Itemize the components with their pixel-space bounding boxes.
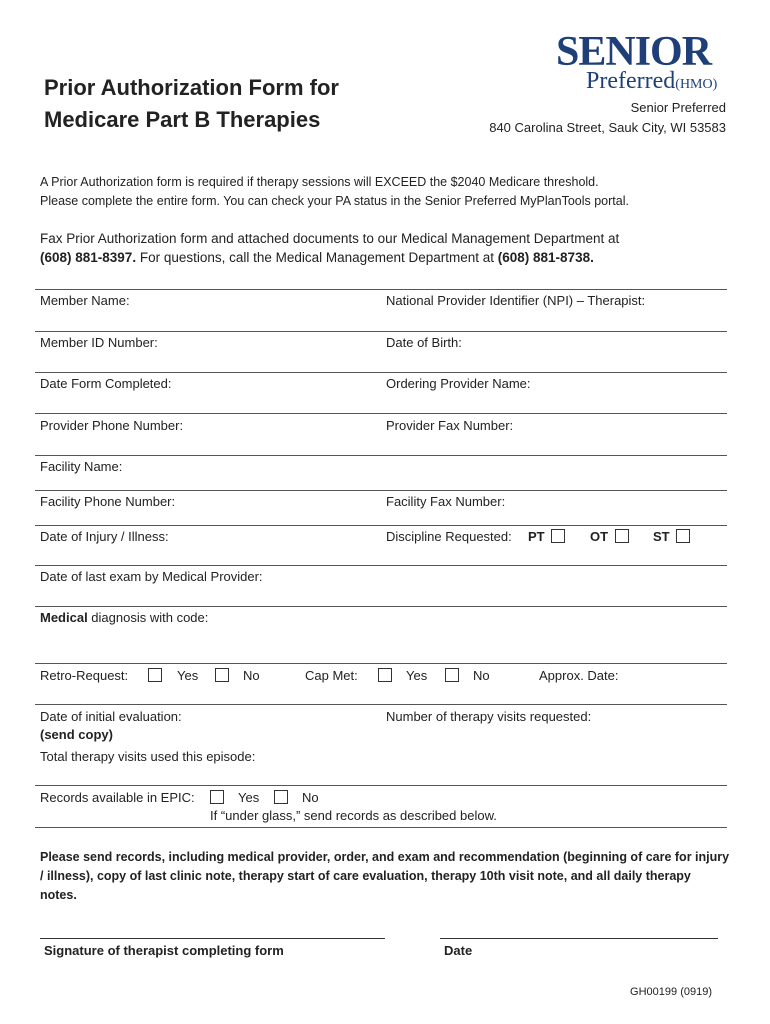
org-name: Senior Preferred [630, 100, 726, 115]
title-line-2: Medicare Part B Therapies [44, 107, 321, 132]
form-line [35, 331, 727, 332]
form-line [35, 663, 727, 664]
date-completed-field[interactable]: Date Form Completed: [40, 376, 172, 391]
date-injury-field[interactable]: Date of Injury / Illness: [40, 529, 169, 544]
under-glass-note: If “under glass,” send records as described below. [210, 808, 497, 823]
discipline-label: Discipline Requested: [386, 529, 512, 544]
org-address: 840 Carolina Street, Sauk City, WI 53583 [489, 120, 726, 135]
facility-fax-field[interactable]: Facility Fax Number: [386, 494, 506, 509]
fax-number: (608) 881-8397. [40, 250, 137, 265]
pt-label: PT [528, 529, 545, 544]
epic-yes-checkbox[interactable] [210, 790, 224, 805]
member-id-field[interactable]: Member ID Number: [40, 335, 158, 350]
provider-phone-field[interactable]: Provider Phone Number: [40, 418, 184, 433]
retro-request-label: Retro-Request: [40, 668, 129, 683]
cap-met-label: Cap Met: [305, 668, 358, 683]
form-code: GH00199 (0919) [630, 986, 712, 998]
pt-checkbox[interactable] [551, 529, 565, 544]
signature-label: Signature of therapist completing form [44, 943, 284, 958]
retro-yes-checkbox[interactable] [148, 668, 162, 683]
logo-preferred-text [586, 68, 717, 98]
form-line [35, 565, 727, 566]
cap-yes-label: Yes [406, 668, 428, 683]
cap-no-label: No [473, 668, 490, 683]
logo-preferred-word: Preferred [586, 68, 676, 94]
member-name-field[interactable]: Member Name: [40, 293, 130, 308]
intro-line-2: Please complete the entire form. You can check your PA status in the Senior Preferred MyPlanTools portal. [40, 194, 629, 208]
send-copy-note: (send copy) [40, 727, 113, 742]
fax-line-2 [40, 248, 619, 267]
form-line [35, 289, 727, 290]
intro-line-1: A Prior Authorization form is required if therapy sessions will EXCEED the $2040 Medicare threshold. [40, 175, 599, 189]
org-address-block [489, 98, 726, 138]
records-epic-label: Records available in EPIC: [40, 790, 195, 805]
diagnosis-rest: diagnosis with code: [87, 610, 209, 625]
epic-no-label: No [302, 790, 319, 805]
retro-no-checkbox[interactable] [215, 668, 229, 683]
st-checkbox[interactable] [676, 529, 690, 544]
logo-hmo: (HMO) [675, 77, 718, 92]
form-line [35, 785, 727, 786]
facility-phone-field[interactable]: Facility Phone Number: [40, 494, 176, 509]
send-records-instructions: Please send records, including medical provider, order, and exam and recommendation (beginning of care for injury / illness), copy of last clinic note, therapy start of care evaluation, therapy 10th visit note, and all daily therapy notes. [40, 850, 730, 902]
epic-yes-label: Yes [238, 790, 260, 805]
last-exam-field[interactable]: Date of last exam by Medical Provider: [40, 569, 263, 584]
fax-instructions [40, 229, 619, 267]
intro-text [40, 173, 629, 211]
date-label: Date [444, 943, 473, 958]
ot-checkbox[interactable] [615, 529, 629, 544]
logo-senior-text: SENIOR [556, 29, 712, 75]
facility-name-field[interactable]: Facility Name: [40, 459, 123, 474]
approx-date-field[interactable]: Approx. Date: [539, 668, 619, 683]
fax-line-1: Fax Prior Authorization form and attached documents to our Medical Management Department at [40, 231, 620, 246]
diagnosis-bold: Medical [40, 610, 88, 625]
total-visits-field[interactable]: Total therapy visits used this episode: [40, 749, 256, 764]
form-line [35, 413, 727, 414]
st-label: ST [653, 529, 670, 544]
fax-middle-text: For questions, call the Medical Management Department at [136, 250, 498, 265]
senior-preferred-logo [556, 30, 726, 92]
provider-fax-field[interactable]: Provider Fax Number: [386, 418, 514, 433]
page-title [44, 72, 339, 136]
ot-label: OT [590, 529, 609, 544]
epic-no-checkbox[interactable] [274, 790, 288, 805]
diagnosis-field[interactable] [40, 610, 208, 625]
title-line-1: Prior Authorization Form for [44, 75, 339, 100]
ordering-provider-field[interactable]: Ordering Provider Name: [386, 376, 531, 391]
form-line [35, 372, 727, 373]
form-line [35, 827, 727, 828]
cap-no-checkbox[interactable] [445, 668, 459, 683]
retro-no-label: No [243, 668, 260, 683]
form-line [35, 455, 727, 456]
form-line [35, 490, 727, 491]
phone-number: (608) 881-8738. [497, 250, 594, 265]
date-line[interactable] [440, 938, 718, 939]
signature-line[interactable] [40, 938, 385, 939]
form-line [35, 606, 727, 607]
cap-yes-checkbox[interactable] [378, 668, 392, 683]
npi-field[interactable]: National Provider Identifier (NPI) – Therapist: [386, 293, 646, 308]
visits-requested-field[interactable]: Number of therapy visits requested: [386, 709, 592, 724]
dob-field[interactable]: Date of Birth: [386, 335, 462, 350]
initial-eval-field[interactable]: Date of initial evaluation: [40, 709, 182, 724]
retro-yes-label: Yes [177, 668, 199, 683]
form-line [35, 704, 727, 705]
form-line [35, 525, 727, 526]
